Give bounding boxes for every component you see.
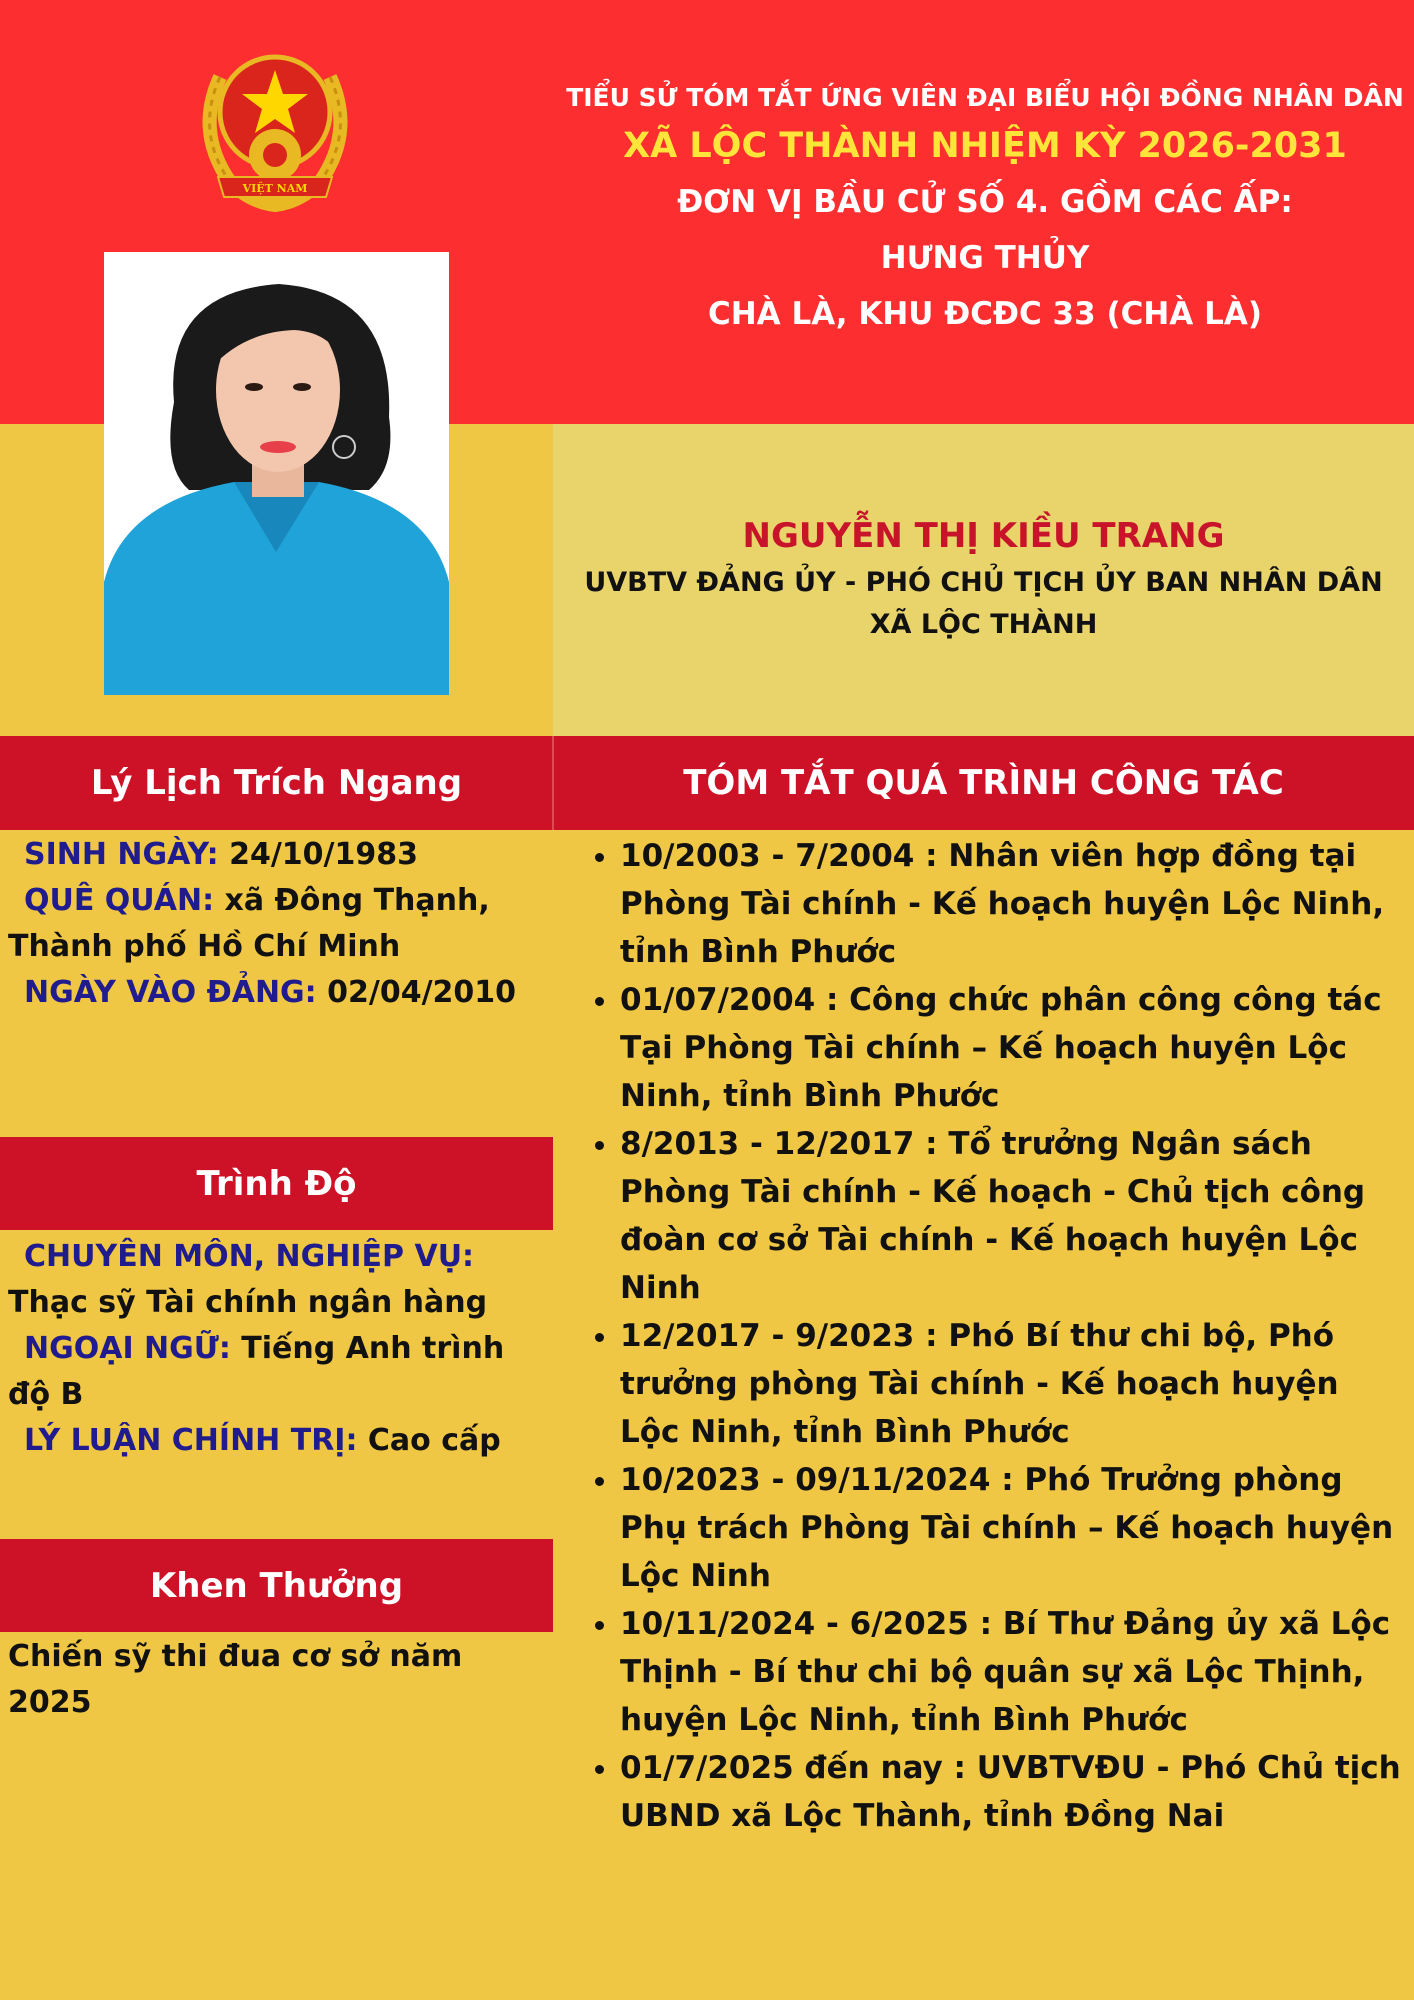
career-item: • 8/2013 - 12/2017 : Tổ trưởng Ngân sách Phòng Tài chính - Kế hoạch - Chủ tịch công đoàn cơ sở Tài chính - Kế hoạch huyện Lộc Ninh (620, 1120, 1402, 1312)
major-value: Thạc sỹ Tài chính ngân hàng (8, 1285, 488, 1320)
education-section (8, 1234, 548, 1464)
birth-value: 24/10/1983 (218, 837, 418, 872)
party-date-label: NGÀY VÀO ĐẢNG: (24, 975, 317, 1010)
career-timeline (578, 832, 1402, 1840)
career-item: • 10/2023 - 09/11/2024 : Phó Trưởng phòng Phụ trách Phòng Tài chính – Kế hoạch huyện Lộc Ninh (620, 1456, 1402, 1600)
header-line-3: ĐƠN VỊ BẦU CỬ SỐ 4. GỒM CÁC ẤP: (677, 184, 1293, 220)
language-value: Tiếng Anh trình độ B (8, 1331, 505, 1412)
header-line-1: TIỂU SỬ TÓM TẮT ỨNG VIÊN ĐẠI BIỂU HỘI ĐỒNG NHÂN DÂN (566, 83, 1404, 112)
birth-label: SINH NGÀY: (24, 837, 219, 872)
candidate-position: UVBTV ĐẢNG ỦY - PHÓ CHỦ TỊCH ỦY BAN NHÂN DÂN XÃ LỘC THÀNH (584, 567, 1383, 640)
svg-text:VIỆT NAM: VIỆT NAM (242, 182, 308, 195)
biography-section (8, 832, 548, 1016)
career-heading: TÓM TẮT QUÁ TRÌNH CÔNG TÁC (553, 736, 1414, 830)
header-title (556, 78, 1414, 342)
header-line-4: HƯNG THỦY (880, 240, 1090, 276)
political-theory-label: LÝ LUẬN CHÍNH TRỊ: (24, 1423, 358, 1458)
header-line-5: CHÀ LÀ, KHU ĐCĐC 33 (CHÀ LÀ) (707, 296, 1263, 332)
candidate-name: NGUYỄN THỊ KIỀU TRANG (742, 516, 1225, 556)
career-item: • 01/07/2004 : Công chức phân công công tác Tại Phòng Tài chính – Kế hoạch huyện Lộc Ninh, tỉnh Bình Phước (620, 976, 1402, 1120)
awards-section (8, 1634, 548, 1726)
career-item: • 01/7/2025 đến nay : UVBTVĐU - Phó Chủ tịch UBND xã Lộc Thành, tỉnh Đồng Nai (620, 1744, 1402, 1840)
biography-heading: Lý Lịch Trích Ngang (0, 736, 553, 830)
header-divider (552, 736, 554, 830)
vietnam-national-emblem-icon (190, 37, 360, 213)
career-item: • 12/2017 - 9/2023 : Phó Bí thư chi bộ, Phó trưởng phòng Tài chính - Kế hoạch huyện Lộc Ninh, tỉnh Bình Phước (620, 1312, 1402, 1456)
header-line-2: XÃ LỘC THÀNH NHIỆM KỲ 2026-2031 (623, 126, 1347, 166)
career-item: • 10/2003 - 7/2004 : Nhân viên hợp đồng tại Phòng Tài chính - Kế hoạch huyện Lộc Ninh, tỉnh Bình Phước (620, 832, 1402, 976)
candidate-name-block (553, 510, 1414, 646)
party-date-value: 02/04/2010 (316, 975, 517, 1010)
award-item: Chiến sỹ thi đua cơ sở năm 2025 (8, 1639, 463, 1720)
hometown-value: xã Đông Thạnh, Thành phố Hồ Chí Minh (8, 883, 490, 964)
career-list (578, 832, 1402, 1840)
language-label: NGOẠI NGỮ: (24, 1331, 231, 1366)
hometown-label: QUÊ QUÁN: (24, 883, 215, 918)
education-heading: Trình Độ (0, 1137, 553, 1230)
awards-heading: Khen Thưởng (0, 1539, 553, 1632)
political-theory-value: Cao cấp (357, 1423, 501, 1458)
candidate-portrait (104, 252, 449, 695)
major-label: CHUYÊN MÔN, NGHIỆP VỤ: (24, 1239, 475, 1274)
career-item: • 10/11/2024 - 6/2025 : Bí Thư Đảng ủy xã Lộc Thịnh - Bí thư chi bộ quân sự xã Lộc Thịnh, huyện Lộc Ninh, tỉnh Bình Phước (620, 1600, 1402, 1744)
